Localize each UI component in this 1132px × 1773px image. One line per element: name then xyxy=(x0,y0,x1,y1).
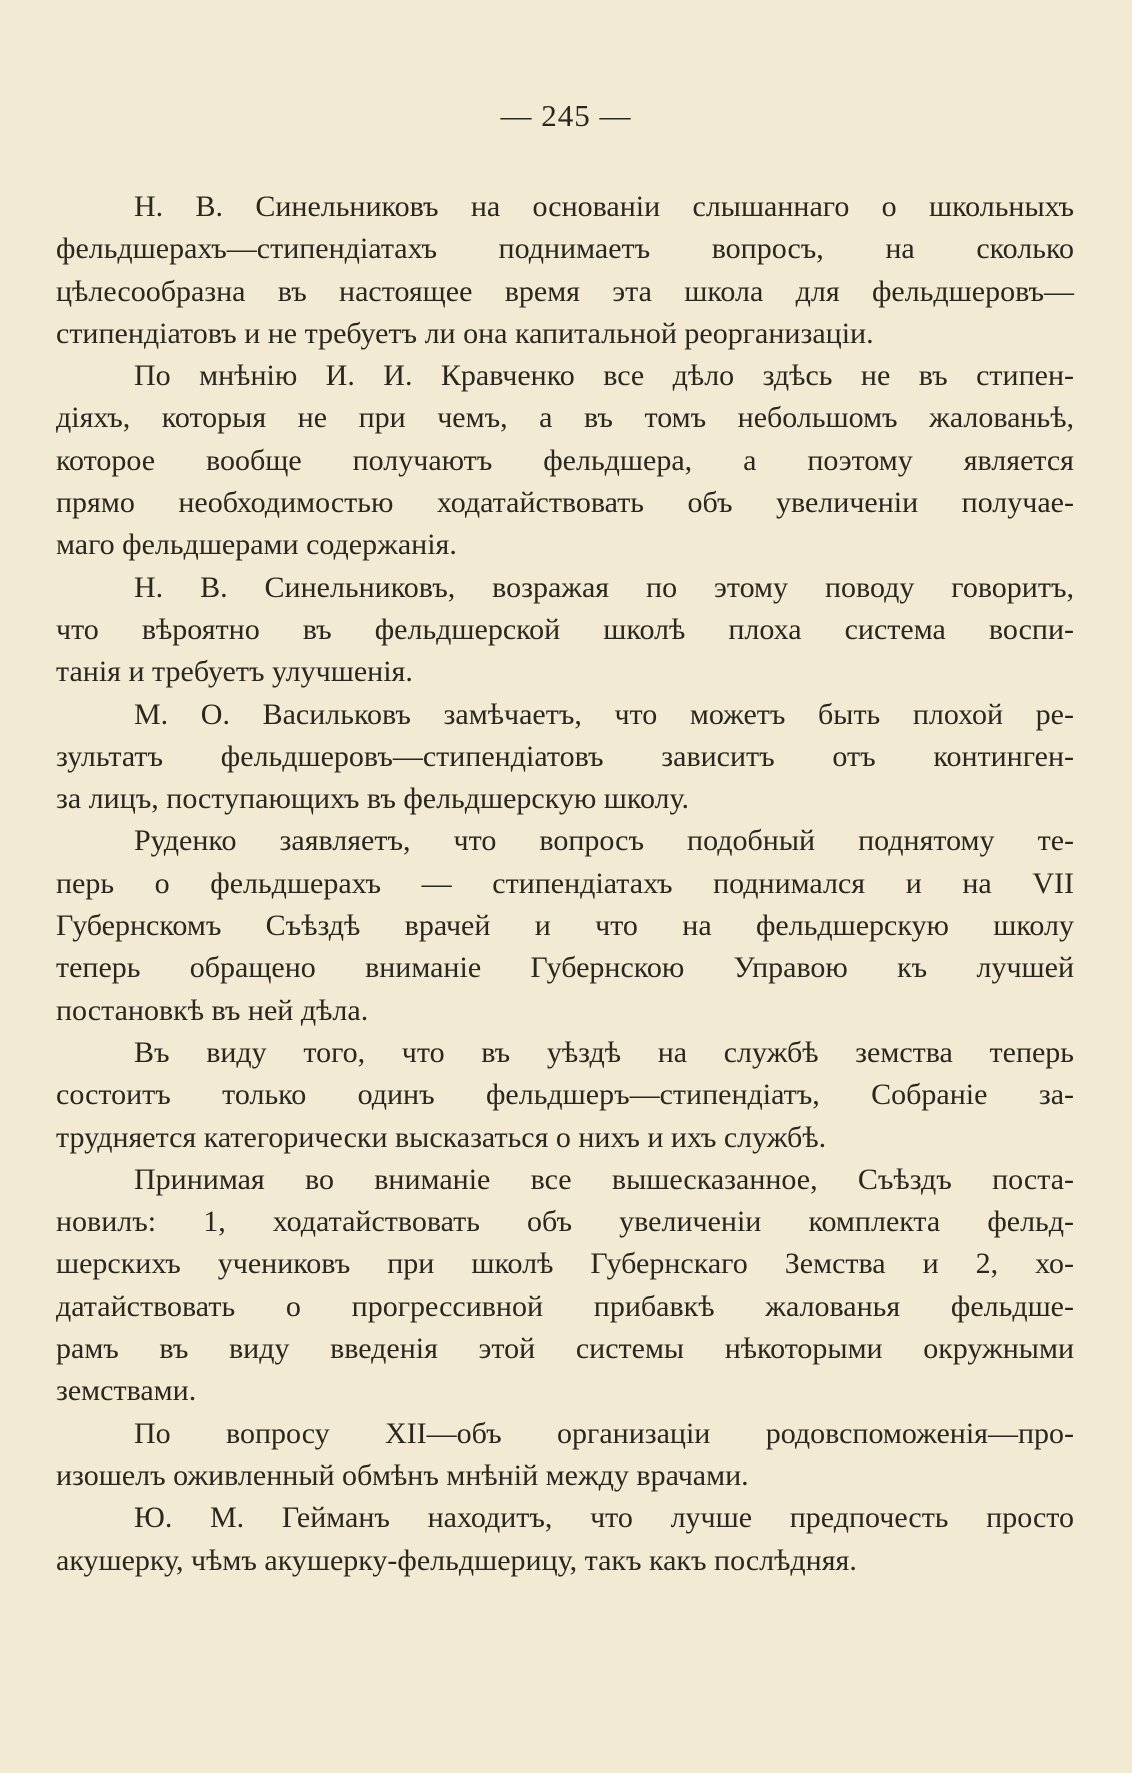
paragraph xyxy=(56,355,1074,566)
text-line: М. О. Васильковъ замѣчаетъ, что можетъ быть плохой ре- xyxy=(134,697,1074,731)
text-line: датайствовать о прогрессивной прибавкѣ жалованья фельдше- xyxy=(56,1289,1074,1323)
text-line: теперь обращено вниманіе Губернскою Управою къ лучшей xyxy=(56,951,1074,985)
text-line: новилъ: 1, ходатайствовать объ увеличеніи комплекта фельд- xyxy=(56,1205,1074,1239)
text-line: Н. В. Синельниковъ, возражая по этому поводу говоритъ, xyxy=(134,570,1074,604)
text-line: Ю. М. Гейманъ находитъ, что лучше предпочесть просто xyxy=(134,1501,1074,1535)
text-line: постановкѣ въ ней дѣла. xyxy=(56,993,369,1027)
text-line: изошелъ оживленный обмѣнъ мнѣній между врачами. xyxy=(56,1458,749,1492)
text-line: діяхъ, которыя не при чемъ, а въ томъ небольшомъ жалованьѣ, xyxy=(56,401,1074,435)
text-line: Н. В. Синельниковъ на основаніи слышаннаго о школьныхъ xyxy=(134,190,1074,223)
paragraph xyxy=(56,694,1074,821)
text-line: земствами. xyxy=(56,1374,197,1408)
text-line: фельдшерахъ—стипендіатахъ поднимаетъ вопросъ, на сколько xyxy=(56,232,1074,266)
text-line: По мнѣнію И. И. Кравченко все дѣло здѣсь не въ стипен- xyxy=(134,359,1074,393)
text-line: маго фельдшерами содержанія. xyxy=(56,528,457,562)
text-line: По вопросу XII—объ организаціи родовспоможенія—про- xyxy=(134,1416,1074,1450)
paragraph xyxy=(56,567,1074,694)
text-line: стипендіатовъ и не требуетъ ли она капитальной реорганизаціи. xyxy=(56,316,874,350)
text-line: шерскихъ учениковъ при школѣ Губернскаго Земства и 2, хо- xyxy=(56,1247,1074,1281)
text-line: Въ виду того, что въ уѣздѣ на службѣ земства теперь xyxy=(134,1035,1074,1069)
paragraph xyxy=(56,820,1074,1031)
paragraph xyxy=(56,1032,1074,1159)
text-line: что вѣроятно въ фельдшерской школѣ плоха система воспи- xyxy=(56,612,1074,646)
text-line: Губернскомъ Съѣздѣ врачей и что на фельдшерскую школу xyxy=(56,909,1074,943)
text-line: акушерку, чѣмъ акушерку-фельдшерицу, такъ какъ послѣдняя. xyxy=(56,1543,857,1577)
paragraph xyxy=(56,1497,1074,1582)
text-line: цѣлесообразна въ настоящее время эта школа для фельдшеровъ— xyxy=(56,274,1074,308)
text-line: за лицъ, поступающихъ въ фельдшерскую школу. xyxy=(56,782,690,816)
page-number: — 245 — xyxy=(500,98,632,133)
text-line: трудняется категорически высказаться о нихъ и ихъ службѣ. xyxy=(56,1120,827,1154)
text-line: перь о фельдшерахъ — стипендіатахъ поднимался и на VII xyxy=(56,866,1074,900)
body-text xyxy=(56,186,1074,1582)
text-line: которое вообще получаютъ фельдшера, а поэтому является xyxy=(56,443,1074,477)
text-line: Руденко заявляетъ, что вопросъ подобный поднятому те- xyxy=(134,824,1074,858)
text-line: Принимая во вниманіе все вышесказанное, Съѣздъ поста- xyxy=(134,1162,1074,1196)
paragraph xyxy=(56,1413,1074,1498)
text-line: зультатъ фельдшеровъ—стипендіатовъ зависитъ отъ континген- xyxy=(56,739,1074,773)
text-line: танія и требуетъ улучшенія. xyxy=(56,655,413,689)
text-line: состоитъ только одинъ фельдшеръ—стипендіатъ, Собраніе за- xyxy=(56,1078,1074,1112)
text-line: прямо необходимостью ходатайствовать объ увеличеніи получае- xyxy=(56,486,1074,520)
paragraph xyxy=(56,1159,1074,1413)
paragraph xyxy=(56,186,1074,355)
text-line: рамъ въ виду введенія этой системы нѣкоторыми окружными xyxy=(56,1332,1074,1366)
